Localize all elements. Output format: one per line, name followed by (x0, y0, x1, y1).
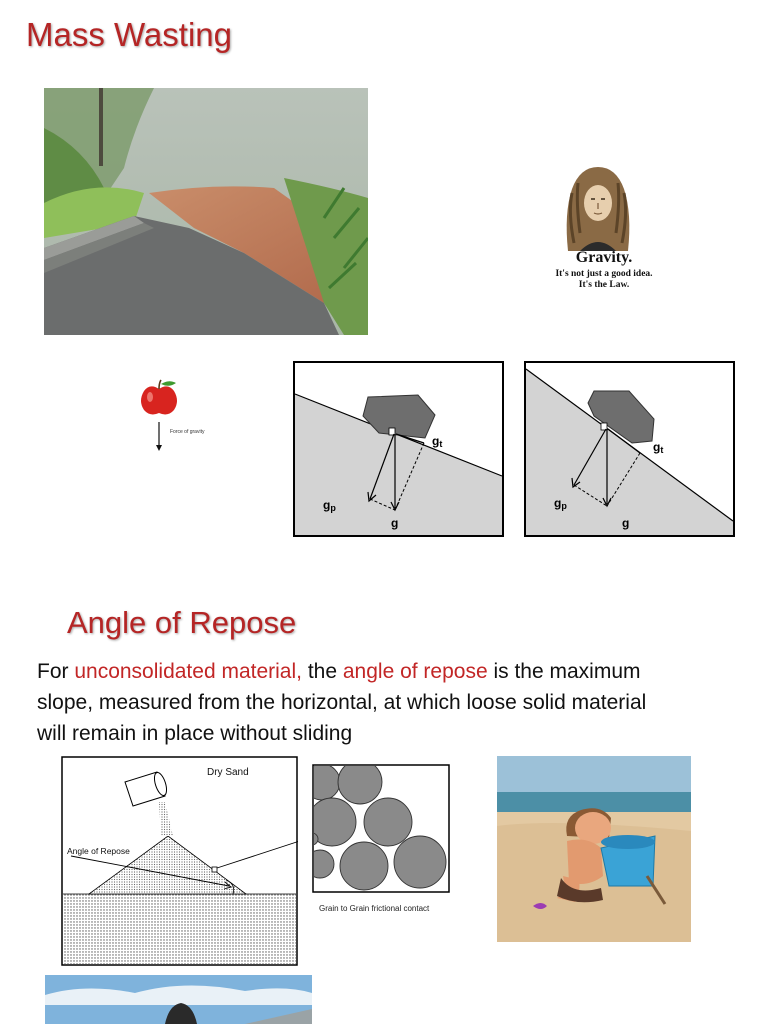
gravity-tagline-line2: It's the Law. (578, 280, 630, 290)
para-text-2: the (301, 660, 343, 683)
landslide-road-photo (44, 88, 368, 335)
apple-icon (141, 386, 177, 414)
gravity-heading: Gravity. (575, 249, 633, 266)
angle-of-repose-definition (37, 656, 677, 749)
slope-diagram-steep (524, 361, 735, 537)
page-title-mass-wasting: Mass Wasting (26, 16, 232, 53)
section-title-angle-of-repose: Angle of Repose (67, 605, 297, 640)
slope-diagram-gentle (293, 361, 504, 537)
g-label: g (391, 516, 399, 530)
gravity-tagline-line1: It's not just a good idea. (555, 269, 653, 279)
apple-gravity-figure (128, 377, 214, 457)
grain-contact-diagram (312, 764, 452, 924)
gp-label: gp (554, 496, 567, 511)
gt-label: gt (653, 440, 664, 455)
para-text-3: is the maximum slope, measured from the horizontal, at which loose solid material will remain in place without sliding (37, 660, 647, 745)
angle-of-repose-label: Angle of Repose (67, 846, 130, 856)
newton-portrait (558, 163, 638, 251)
term-unconsolidated-material: unconsolidated material, (74, 660, 302, 683)
para-text-1: For (37, 660, 75, 683)
gravity-poster (544, 163, 664, 293)
child-beach-bucket-photo (497, 756, 691, 942)
gp-label: gp (323, 498, 336, 513)
g-label: g (622, 516, 630, 530)
force-of-gravity-caption: Force of gravity (170, 429, 205, 435)
dry-sand-label: Dry Sand (207, 767, 249, 778)
gt-label: gt (432, 434, 443, 449)
dry-sand-repose-diagram (61, 756, 298, 966)
gravity-tagline (544, 269, 664, 291)
term-angle-of-repose: angle of repose (342, 660, 488, 683)
grain-contact-caption: Grain to Grain frictional contact (319, 904, 430, 913)
bottom-landscape-photo (45, 975, 312, 1024)
